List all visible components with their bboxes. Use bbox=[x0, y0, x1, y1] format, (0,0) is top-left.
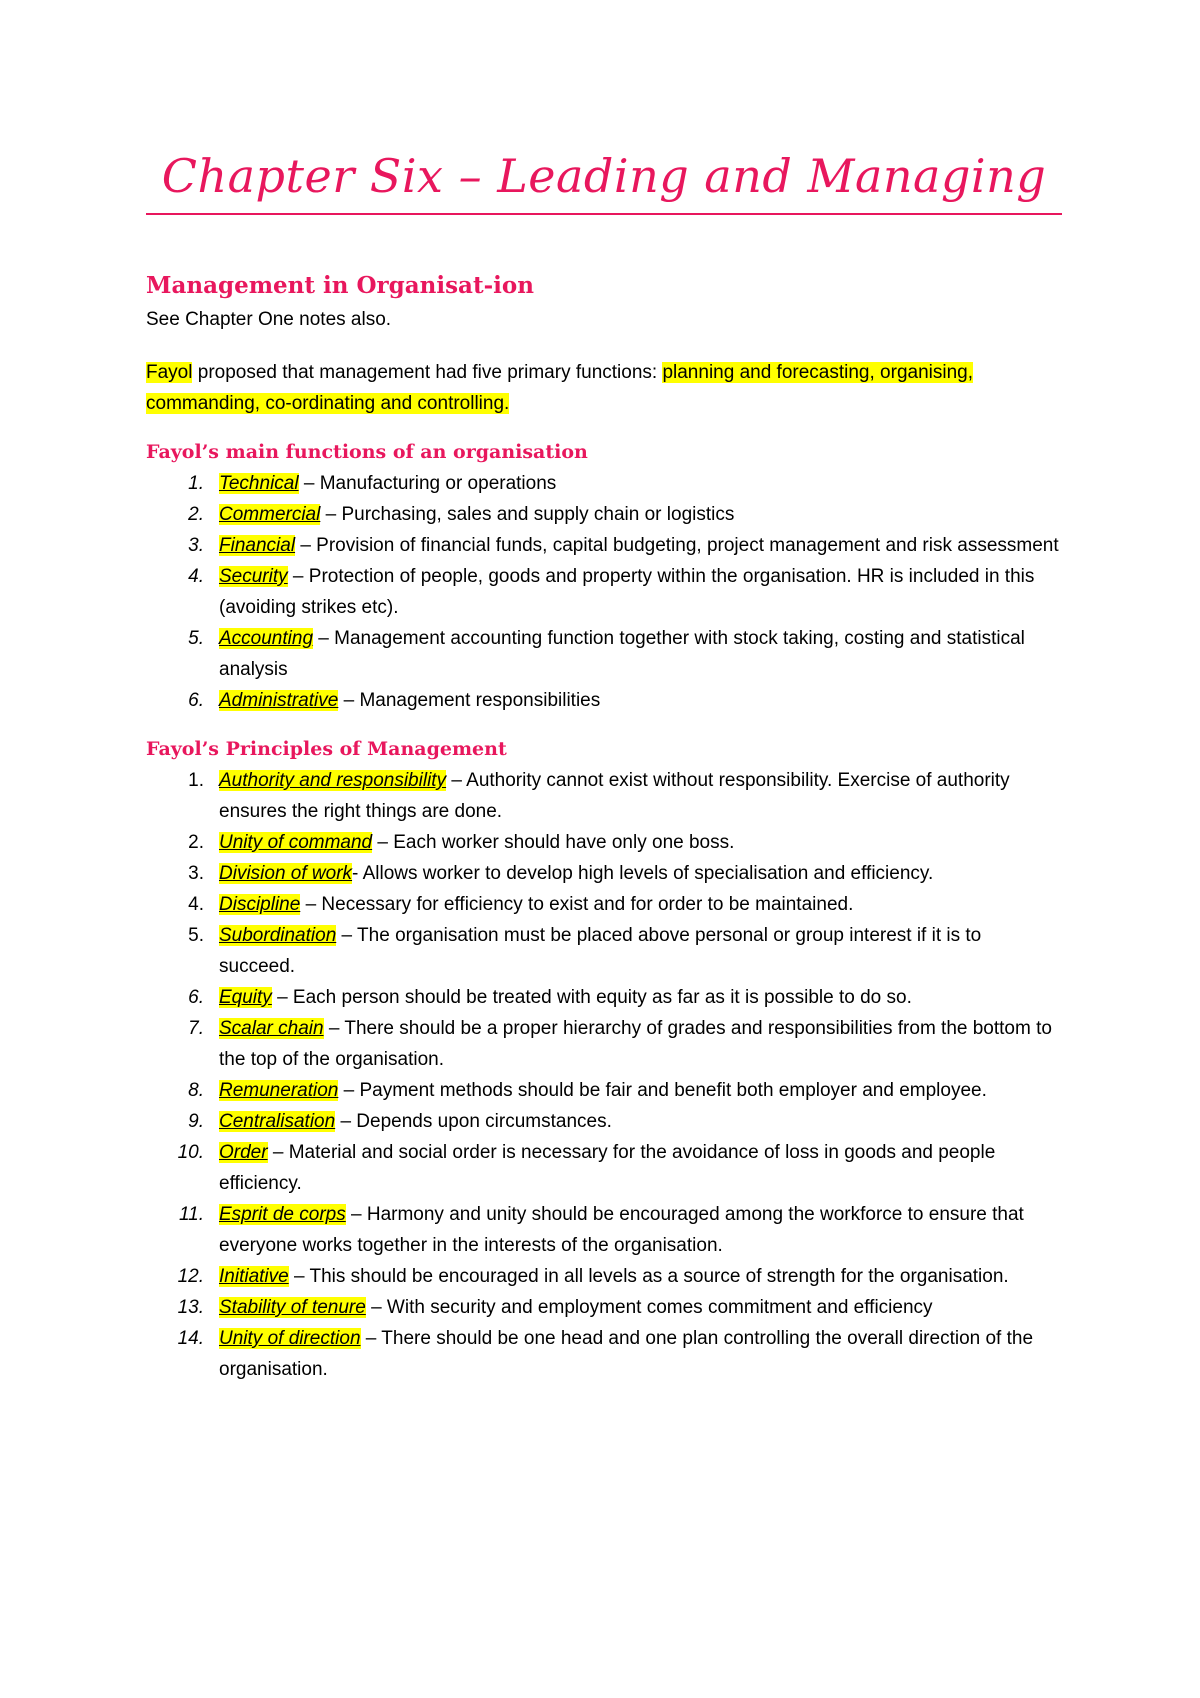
list-term: Technical bbox=[219, 473, 299, 494]
list-term: Division of work bbox=[219, 863, 353, 884]
list-number: 14. bbox=[177, 1328, 204, 1349]
list-description: – Necessary for efficiency to exist and for order to be maintained. bbox=[300, 894, 854, 915]
functions-list bbox=[146, 468, 1062, 716]
list-item bbox=[146, 889, 1062, 920]
list-number: 1. bbox=[188, 473, 204, 494]
list-item bbox=[146, 1323, 1062, 1385]
list-description: – Provision of financial funds, capital budgeting, project management and risk assessment bbox=[295, 535, 1059, 556]
list-term: Security bbox=[219, 566, 288, 587]
list-term: Order bbox=[219, 1142, 268, 1163]
list-item bbox=[146, 561, 1062, 623]
list-item bbox=[146, 1137, 1062, 1199]
list-description: – The organisation must be placed above personal or group interest if it is to succeed. bbox=[219, 925, 982, 977]
primary-functions: planning and forecasting, organising, commanding, co-ordinating and controlling. bbox=[146, 362, 974, 414]
list-description: – Each person should be treated with equity as far as it is possible to do so. bbox=[271, 987, 912, 1008]
list-item bbox=[146, 530, 1062, 561]
list-term: Stability of tenure bbox=[219, 1297, 366, 1318]
list-description: – Payment methods should be fair and benefit both employer and employee. bbox=[338, 1080, 987, 1101]
list-description: – Management accounting function together with stock taking, costing and statistical analysis bbox=[219, 628, 1025, 680]
principles-list bbox=[146, 765, 1062, 1385]
page-title: Chapter Six – Leading and Managing bbox=[161, 149, 1047, 203]
spacer bbox=[146, 419, 1062, 437]
list-description: – There should be a proper hierarchy of grades and responsibilities from the bottom to the top of the organisation. bbox=[219, 1018, 1052, 1070]
list-item bbox=[146, 623, 1062, 685]
list-description: – Purchasing, sales and supply chain or logistics bbox=[320, 504, 735, 525]
list-description: – There should be one head and one plan controlling the overall direction of the organisation. bbox=[219, 1328, 1034, 1380]
list-number: 10. bbox=[177, 1142, 204, 1163]
list-number: 2. bbox=[188, 832, 204, 853]
list-number: 8. bbox=[188, 1080, 204, 1101]
list-item bbox=[146, 468, 1062, 499]
list-item bbox=[146, 1106, 1062, 1137]
spacer bbox=[146, 335, 1062, 357]
list-number: 3. bbox=[188, 863, 204, 884]
list-number: 12. bbox=[177, 1266, 204, 1287]
list-description: – Material and social order is necessary for the avoidance of loss in goods and people efficiency. bbox=[219, 1142, 996, 1194]
list-term: Financial bbox=[219, 535, 296, 556]
list-term: Unity of command bbox=[219, 832, 373, 853]
list-item bbox=[146, 827, 1062, 858]
list-term: Administrative bbox=[219, 690, 339, 711]
list-description: – Management responsibilities bbox=[338, 690, 601, 711]
list-term: Authority and responsibility bbox=[219, 770, 447, 791]
section-heading: Management in Organisat-ion bbox=[146, 272, 534, 299]
list-term: Commercial bbox=[219, 504, 321, 525]
list-number: 13. bbox=[177, 1297, 204, 1318]
intro-paragraph bbox=[146, 357, 1062, 419]
list-number: 6. bbox=[188, 690, 204, 711]
list-item bbox=[146, 1013, 1062, 1075]
list-number: 9. bbox=[188, 1111, 204, 1132]
list-description: – Manufacturing or operations bbox=[298, 473, 557, 494]
list-item bbox=[146, 765, 1062, 827]
list-number: 11. bbox=[178, 1204, 204, 1225]
list-term: Centralisation bbox=[219, 1111, 336, 1132]
list-item bbox=[146, 1261, 1062, 1292]
list-item bbox=[146, 1199, 1062, 1261]
list-number: 2. bbox=[188, 504, 204, 525]
list-number: 1. bbox=[188, 770, 204, 791]
list-item bbox=[146, 1075, 1062, 1106]
fayol-name: Fayol bbox=[146, 362, 193, 383]
list-term: Scalar chain bbox=[219, 1018, 324, 1039]
list-term: Discipline bbox=[219, 894, 301, 915]
see-also-note: See Chapter One notes also. bbox=[146, 309, 392, 330]
list-term: Equity bbox=[219, 987, 272, 1008]
spacer bbox=[146, 716, 1062, 734]
list-description: – This should be encouraged in all levels as a source of strength for the organisation. bbox=[288, 1266, 1009, 1287]
list-description: – With security and employment comes commitment and efficiency bbox=[365, 1297, 933, 1318]
list-description: – Depends upon circumstances. bbox=[335, 1111, 612, 1132]
list-description: – Authority cannot exist without responsibility. Exercise of authority ensures the right things are done. bbox=[219, 770, 1010, 822]
list-item bbox=[146, 1292, 1062, 1323]
list-term: Esprit de corps bbox=[219, 1204, 346, 1225]
list-item bbox=[146, 982, 1062, 1013]
intro-text: proposed that management had five primary functions: bbox=[192, 362, 663, 383]
list-item bbox=[146, 499, 1062, 530]
list-number: 4. bbox=[188, 894, 204, 915]
list-number: 5. bbox=[188, 628, 204, 649]
list-term: Initiative bbox=[219, 1266, 289, 1287]
list-item bbox=[146, 858, 1062, 889]
list-number: 3. bbox=[188, 535, 204, 556]
functions-heading: Fayol’s main functions of an organisation bbox=[146, 441, 588, 463]
list-description: - Allows worker to develop high levels of specialisation and efficiency. bbox=[352, 863, 934, 884]
list-item bbox=[146, 685, 1062, 716]
document-body bbox=[146, 268, 1062, 1385]
principles-heading: Fayol’s Principles of Management bbox=[146, 738, 507, 760]
list-number: 7. bbox=[188, 1018, 204, 1039]
list-item bbox=[146, 920, 1062, 982]
list-description: – Protection of people, goods and property within the organisation. HR is included in this (avoiding strikes etc). bbox=[219, 566, 1035, 618]
list-term: Subordination bbox=[219, 925, 337, 946]
list-number: 4. bbox=[188, 566, 204, 587]
list-description: – Harmony and unity should be encouraged among the workforce to ensure that everyone works together in the interests of the organisation. bbox=[219, 1204, 1024, 1256]
title-underline bbox=[146, 213, 1062, 215]
list-term: Accounting bbox=[219, 628, 314, 649]
list-number: 5. bbox=[188, 925, 204, 946]
list-term: Unity of direction bbox=[219, 1328, 361, 1349]
list-description: – Each worker should have only one boss. bbox=[372, 832, 735, 853]
list-term: Remuneration bbox=[219, 1080, 339, 1101]
list-number: 6. bbox=[188, 987, 204, 1008]
